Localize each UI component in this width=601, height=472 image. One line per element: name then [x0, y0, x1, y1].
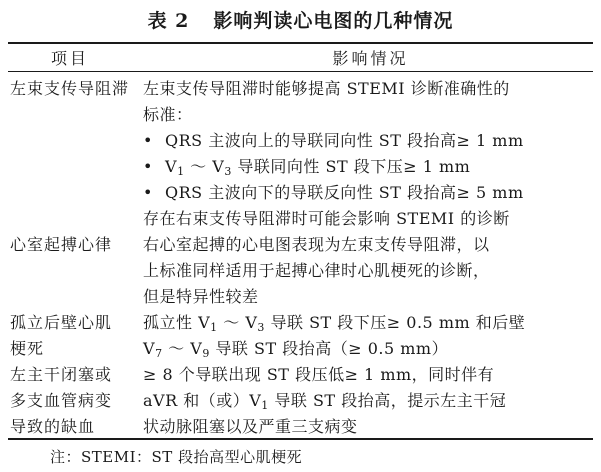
effect-line	[143, 388, 591, 414]
table-title: 影响判读心电图的几种情况	[213, 10, 454, 32]
text-post: 导联 ST 段抬高（≥ 0.5 mm）	[209, 339, 449, 358]
bullet-item	[143, 180, 591, 206]
row-effect	[143, 362, 591, 440]
row-item	[10, 362, 138, 440]
lead-v2: V	[190, 339, 203, 358]
table-number: 表 2	[147, 10, 190, 32]
text-post: 导联 ST 段下压≥ 0.5 mm 和后壁	[264, 313, 526, 332]
effect-line: 标准：	[143, 105, 193, 124]
top-rule	[8, 42, 593, 44]
lead-v2-sub: 9	[202, 347, 210, 360]
bullet-icon: •	[143, 157, 153, 176]
lead-v-from: V	[165, 157, 178, 176]
lead-v2: V	[245, 313, 258, 332]
effect-line	[143, 310, 591, 336]
row-effect	[143, 76, 591, 232]
row-item: 心室起搏心律	[10, 235, 113, 254]
header-item: 项目	[50, 49, 89, 68]
row-effect	[143, 310, 591, 362]
lead-v-sub: 1	[261, 399, 269, 412]
lead-sep: ～	[162, 339, 191, 358]
bullet-text: QRS 主波向下的导联反向性 ST 段抬高≥ 5 mm	[165, 183, 524, 202]
effect-line: 上标准同样适用于起搏心律时心肌梗死的诊断，	[143, 261, 490, 280]
effect-line: 状动脉阻塞以及严重三支病变	[143, 417, 358, 436]
header-rule	[8, 71, 593, 72]
bullet-item	[143, 128, 591, 154]
effect-line: 左束支传导阻滞时能够提高 STEMI 诊断准确性的	[143, 79, 510, 98]
text-post: 导联 ST 段抬高，提示左主干冠	[268, 391, 507, 410]
item-line: 左主干闭塞或	[10, 365, 113, 384]
bullet-text: 导联同向性 ST 段下压≥ 1 mm	[231, 157, 471, 176]
lead-v1-sub: 7	[155, 347, 163, 360]
table-caption	[0, 6, 601, 33]
item-line: 梗死	[10, 339, 45, 358]
header-effect: 影响情况	[332, 49, 409, 68]
bullet-icon: •	[143, 183, 153, 202]
item-line: 多支血管病变	[10, 391, 113, 410]
lead-sep: ～	[217, 313, 246, 332]
lead-v-to: V	[212, 157, 225, 176]
effect-line: ≥ 8 个导联出现 ST 段压低≥ 1 mm，同时伴有	[143, 365, 495, 384]
effect-line: 右心室起搏的心电图表现为左束支传导阻滞，以	[143, 235, 490, 254]
lead-v1: V	[198, 313, 211, 332]
table-note: 注：STEMI：ST 段抬高型心肌梗死	[50, 448, 303, 466]
text-pre: aVR 和（或）	[143, 391, 250, 410]
lead-v-to-sub: 3	[224, 165, 232, 178]
lead-v: V	[249, 391, 262, 410]
effect-line: 存在右束支传导阻滞时可能会影响 STEMI 的诊断	[143, 209, 510, 228]
effect-line: 但是特异性较差	[143, 287, 259, 306]
row-effect	[143, 232, 591, 310]
item-line: 孤立后壁心肌	[10, 313, 113, 332]
lead-v1-sub: 1	[210, 321, 218, 334]
lead-v2-sub: 3	[257, 321, 265, 334]
item-line: 导致的缺血	[10, 417, 96, 436]
bullet-icon: •	[143, 131, 153, 150]
row-item	[10, 310, 138, 362]
bullet-text: QRS 主波向上的导联同向性 ST 段抬高≥ 1 mm	[165, 131, 524, 150]
bullet-item	[143, 154, 591, 180]
effect-line	[143, 336, 591, 362]
lead-sep: ～	[184, 157, 213, 176]
bottom-rule	[8, 438, 593, 440]
row-item: 左束支传导阻滞	[10, 79, 130, 98]
lead-v-from-sub: 1	[177, 165, 185, 178]
text-pre: 孤立性	[143, 313, 199, 332]
lead-v1: V	[143, 339, 156, 358]
